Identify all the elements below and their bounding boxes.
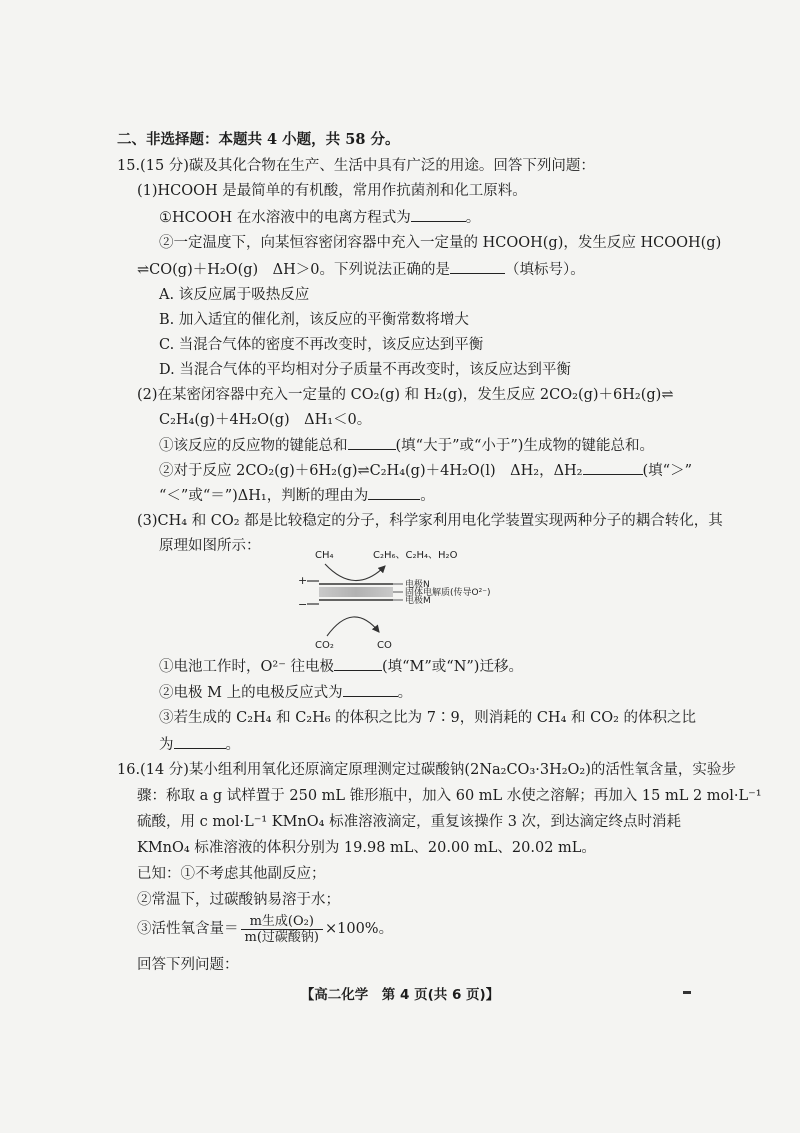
answer-blank[interactable] — [411, 207, 466, 222]
q15-p1-s2-line2-post: （填标号）。 — [505, 262, 585, 278]
q15-p3-s2-pre: ②电极 M 上的电极反应式为 — [159, 685, 343, 701]
answer-blank[interactable] — [334, 656, 382, 671]
diagram-label-ch4: CH₄ — [315, 550, 334, 561]
q15-p2-s2-line2 — [159, 485, 435, 506]
diagram-label-products: C₂H₆、C₂H₄、H₂O — [373, 550, 458, 561]
q15-p3-line2: 原理如图所示： — [159, 538, 261, 554]
q15-p1-s1-post: 。 — [465, 210, 481, 226]
label-electrode-n: 电极N — [405, 580, 430, 590]
q15-p3-s3-line2-pre: 为 — [159, 737, 174, 753]
q16-line2: 骤：称取 a g 试样置于 250 mL 锥形瓶中，加入 60 mL 水使之溶解；再加入 15 mL 2 mol·L⁻¹ — [137, 788, 762, 804]
bottom-arrow — [327, 617, 379, 636]
answer-blank[interactable] — [174, 734, 226, 749]
label-electrode-m: 电极M — [405, 596, 431, 606]
q16-known3-post: ×100%。 — [324, 921, 394, 937]
q15-p2-s2-post: (填“＞” — [642, 463, 692, 479]
q15-p1-s1-pre: ①HCOOH 在水溶液中的电离方程式为 — [159, 210, 411, 226]
q16-known3-pre: ③活性氧含量＝ — [137, 921, 239, 937]
q15-p2-s1-post: (填“大于”或“小于”)生成物的键能总和。 — [395, 438, 654, 454]
q16-answer-prompt: 回答下列问题： — [137, 957, 239, 973]
q16-known3 — [137, 912, 393, 946]
corner-mark — [683, 991, 691, 994]
q15-p3-s2-post: 。 — [397, 685, 413, 701]
q15-p3-line1: (3)CH₄ 和 CO₂ 都是比较稳定的分子，科学家利用电化学装置实现两种分子的耦合转化，其 — [137, 513, 723, 529]
plus-sign: + — [298, 574, 308, 587]
fraction-numerator: m生成(O₂) — [241, 914, 323, 930]
active-oxygen-fraction — [241, 914, 323, 945]
q15-p1-s2-line2-pre: ⇌CO(g)＋H₂O(g) ΔH＞0。下列说法正确的是 — [137, 262, 451, 278]
option-c: C. 当混合气体的密度不再改变时，该反应达到平衡 — [159, 337, 484, 353]
q15-stem: 15.(15 分)碳及其化合物在生产、生活中具有广泛的用途。回答下列问题： — [117, 158, 595, 174]
q15-p1-s2-line1: ②一定温度下，向某恒容密闭容器中充入一定量的 HCOOH(g)，发生反应 HCOOH(g) — [159, 235, 722, 251]
q15-p2-line1: (2)在某密闭容器中充入一定量的 CO₂(g) 和 H₂(g)，发生反应 2CO₂(g)＋6H₂(g)⇌ — [137, 387, 674, 403]
q15-p1-s2-line2 — [137, 259, 585, 280]
label-electrolyte: 固体电解质(传导O²⁻) — [405, 588, 491, 598]
q15-p3-s3-line1: ③若生成的 C₂H₄ 和 C₂H₆ 的体积之比为 7∶9，则消耗的 CH₄ 和 CO₂ 的体积之比 — [159, 710, 697, 726]
answer-blank[interactable] — [450, 259, 505, 274]
option-b: B. 加入适宜的催化剂，该反应的平衡常数将增大 — [159, 312, 469, 328]
solid-electrolyte — [319, 587, 393, 597]
electrochemical-cell-diagram — [285, 544, 530, 654]
diagram-label-co2: CO₂ — [315, 640, 334, 651]
diagram-label-co: CO — [377, 640, 392, 651]
section-title: 二、非选择题：本题共 4 小题，共 58 分。 — [117, 131, 400, 148]
q15-p3-s1-pre: ①电池工作时，O²⁻ 往电极 — [159, 659, 334, 675]
answer-blank[interactable] — [368, 485, 420, 500]
q15-p2-line2: C₂H₄(g)＋4H₂O(g) ΔH₁＜0。 — [159, 412, 372, 428]
page-footer: 【高二化学 第 4 页(共 6 页)】 — [300, 987, 500, 1003]
q15-p2-s2 — [159, 460, 692, 481]
q15-p3-s1-post: (填“M”或“N”)迁移。 — [381, 659, 523, 675]
q15-p2-s2-pre: ②对于反应 2CO₂(g)＋6H₂(g)⇌C₂H₄(g)＋4H₂O(l) ΔH₂，ΔH₂ — [159, 463, 583, 479]
q16-known2: ②常温下，过碳酸钠易溶于水； — [137, 892, 340, 908]
q15-p2-s2-line2-pre: “＜”或“＝”)ΔH₁，判断的理由为 — [159, 488, 369, 504]
q15-p1-intro: (1)HCOOH 是最简单的有机酸，常用作抗菌剂和化工原料。 — [137, 183, 527, 199]
q16-line4: KMnO₄ 标准溶液的体积分别为 19.98 mL、20.00 mL、20.02 mL。 — [137, 840, 596, 856]
q15-p3-s2 — [159, 682, 412, 703]
answer-blank[interactable] — [348, 435, 396, 450]
minus-sign: − — [298, 598, 308, 611]
top-arrow — [325, 564, 385, 581]
fraction-denominator: m(过碳酸钠) — [244, 929, 319, 945]
q15-p2-s1 — [159, 435, 654, 456]
q15-p1-s1 — [159, 207, 480, 228]
option-d: D. 当混合气体的平均相对分子质量不再改变时，该反应达到平衡 — [159, 362, 571, 378]
q15-p2-s2-line2-post: 。 — [420, 488, 435, 504]
q15-p3-s1 — [159, 656, 523, 677]
q16-line1: 16.(14 分)某小组利用氧化还原滴定原理测定过碳酸钠(2Na₂CO₃·3H₂O₂)的活性氧含量，实验步 — [117, 762, 736, 778]
q15-p2-s1-pre: ①该反应的反应物的键能总和 — [159, 438, 348, 454]
q16-known1: 已知：①不考虑其他副反应； — [137, 866, 326, 882]
option-a: A. 该反应属于吸热反应 — [159, 287, 310, 303]
answer-blank[interactable] — [343, 682, 398, 697]
q15-p3-s3-line2-post: 。 — [225, 737, 240, 753]
q15-p3-s3-line2 — [159, 734, 240, 755]
answer-blank[interactable] — [583, 460, 643, 475]
q16-line3: 硫酸，用 c mol·L⁻¹ KMnO₄ 标准溶液滴定，重复该操作 3 次，到达滴定终点时消耗 — [137, 814, 682, 830]
